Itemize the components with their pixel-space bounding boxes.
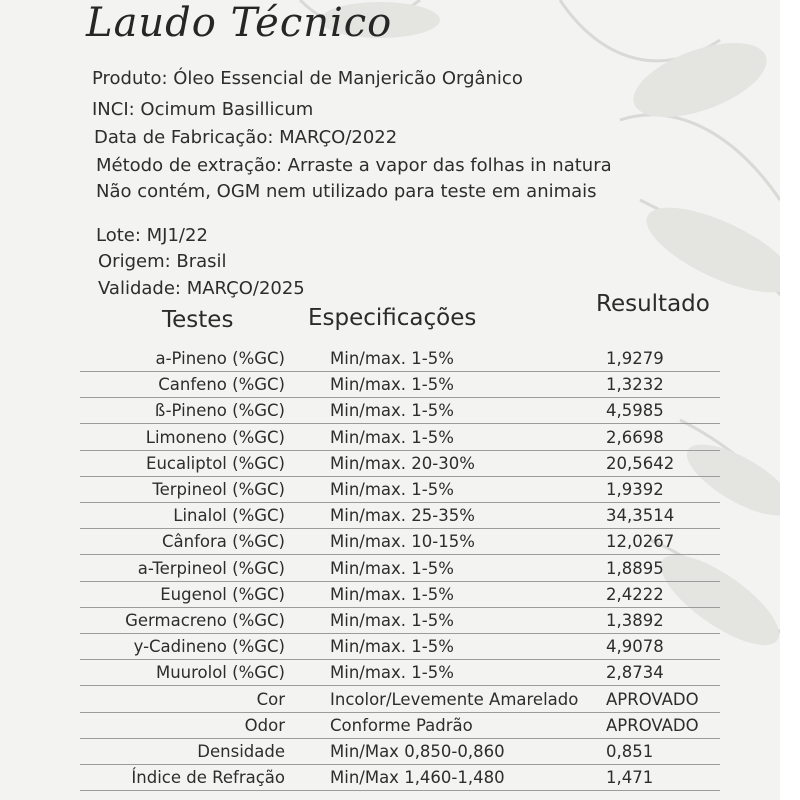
result-cell: 12,0267 bbox=[606, 532, 675, 552]
table-row bbox=[80, 634, 720, 660]
test-name-cell: a-Pineno (%GC) bbox=[155, 349, 285, 368]
column-header-result: Resultado bbox=[596, 291, 710, 317]
table-row bbox=[80, 687, 720, 713]
info-validity: Validade: MARÇO/2025 bbox=[98, 278, 305, 299]
result-cell: 2,8734 bbox=[606, 663, 664, 683]
test-name-cell: Eucaliptol (%GC) bbox=[146, 453, 285, 473]
result-cell: 4,5985 bbox=[606, 401, 664, 421]
column-header-tests: Testes bbox=[162, 307, 234, 333]
result-cell: 2,6698 bbox=[606, 427, 664, 447]
result-cell: 1,471 bbox=[606, 768, 654, 788]
test-name-cell: Cor bbox=[256, 689, 285, 709]
specification-cell: Incolor/Levemente Amarelado bbox=[330, 689, 579, 709]
result-cell: 4,9078 bbox=[606, 637, 664, 657]
test-name-cell: a-Terpineol (%GC) bbox=[137, 558, 285, 578]
document-title: Laudo Técnico bbox=[86, 0, 393, 46]
test-name-cell: Linalol (%GC) bbox=[173, 506, 285, 526]
specification-cell: Min/max. 20-30% bbox=[330, 453, 475, 473]
specification-cell: Min/Max 1,460-1,480 bbox=[330, 768, 505, 788]
info-no-gmo: Não contém, OGM nem utilizado para teste em animais bbox=[96, 181, 597, 202]
specification-cell: Conforme Padrão bbox=[330, 715, 473, 735]
table-row bbox=[80, 425, 720, 451]
table-row bbox=[80, 713, 720, 739]
test-name-cell: Canfeno (%GC) bbox=[158, 375, 285, 395]
table-row bbox=[80, 608, 720, 634]
table-row bbox=[80, 398, 720, 424]
specification-cell: Min/max. 1-5% bbox=[330, 663, 454, 683]
result-cell: 1,3892 bbox=[606, 611, 664, 630]
table-row bbox=[80, 451, 720, 477]
column-header-specifications: Especificações bbox=[308, 305, 477, 331]
info-lot: Lote: MJ1/22 bbox=[96, 225, 208, 246]
table-row bbox=[80, 529, 720, 555]
table-row bbox=[80, 582, 720, 608]
specification-cell: Min/max. 1-5% bbox=[330, 349, 454, 368]
specification-cell: Min/max. 25-35% bbox=[330, 506, 475, 526]
test-name-cell: Densidade bbox=[197, 742, 285, 761]
info-extraction-method: Método de extração: Arraste a vapor das folhas in natura bbox=[96, 155, 612, 176]
specification-cell: Min/max. 1-5% bbox=[330, 611, 454, 630]
test-name-cell: Terpineol (%GC) bbox=[152, 480, 285, 499]
row-divider bbox=[80, 790, 720, 791]
specification-cell: Min/max. 1-5% bbox=[330, 637, 454, 657]
info-manufacture-date: Data de Fabricação: MARÇO/2022 bbox=[94, 127, 398, 148]
specification-cell: Min/max. 1-5% bbox=[330, 427, 454, 447]
table-row bbox=[80, 739, 720, 765]
result-cell: 2,4222 bbox=[606, 584, 664, 604]
result-cell: 20,5642 bbox=[606, 453, 675, 473]
result-cell: 1,3232 bbox=[606, 375, 664, 395]
specification-cell: Min/max. 1-5% bbox=[330, 584, 454, 604]
result-cell: APROVADO bbox=[606, 689, 699, 709]
specification-cell: Min/max. 1-5% bbox=[330, 480, 454, 499]
test-name-cell: Muurolol (%GC) bbox=[155, 663, 285, 683]
test-name-cell: Eugenol (%GC) bbox=[160, 584, 285, 604]
result-cell: 0,851 bbox=[606, 742, 654, 761]
info-product: Produto: Óleo Essencial de Manjericão Orgânico bbox=[92, 68, 523, 89]
test-name-cell: y-Cadineno (%GC) bbox=[133, 637, 285, 657]
specification-cell: Min/max. 10-15% bbox=[330, 532, 475, 552]
info-origin: Origem: Brasil bbox=[98, 251, 227, 272]
result-cell: APROVADO bbox=[606, 715, 699, 735]
test-name-cell: Cânfora (%GC) bbox=[162, 532, 285, 552]
specification-cell: Min/max. 1-5% bbox=[330, 401, 454, 421]
table-row bbox=[80, 477, 720, 503]
result-cell: 34,3514 bbox=[606, 506, 675, 526]
result-cell: 1,9279 bbox=[606, 349, 664, 368]
table-row bbox=[80, 503, 720, 529]
test-name-cell: ß-Pineno (%GC) bbox=[154, 401, 285, 421]
test-name-cell: Limoneno (%GC) bbox=[145, 427, 285, 447]
test-name-cell: Germacreno (%GC) bbox=[125, 611, 285, 630]
test-name-cell: Odor bbox=[244, 715, 285, 735]
table-row bbox=[80, 346, 720, 372]
table-row bbox=[80, 372, 720, 398]
info-inci: INCI: Ocimum Basillicum bbox=[92, 99, 314, 120]
table-row bbox=[80, 660, 720, 686]
specification-cell: Min/Max 0,850-0,860 bbox=[330, 742, 505, 761]
result-cell: 1,8895 bbox=[606, 558, 664, 578]
result-cell: 1,9392 bbox=[606, 480, 664, 499]
table-row bbox=[80, 556, 720, 582]
specification-cell: Min/max. 1-5% bbox=[330, 375, 454, 395]
table-row bbox=[80, 765, 720, 791]
test-name-cell: Índice de Refração bbox=[131, 768, 285, 788]
specification-cell: Min/max. 1-5% bbox=[330, 558, 454, 578]
